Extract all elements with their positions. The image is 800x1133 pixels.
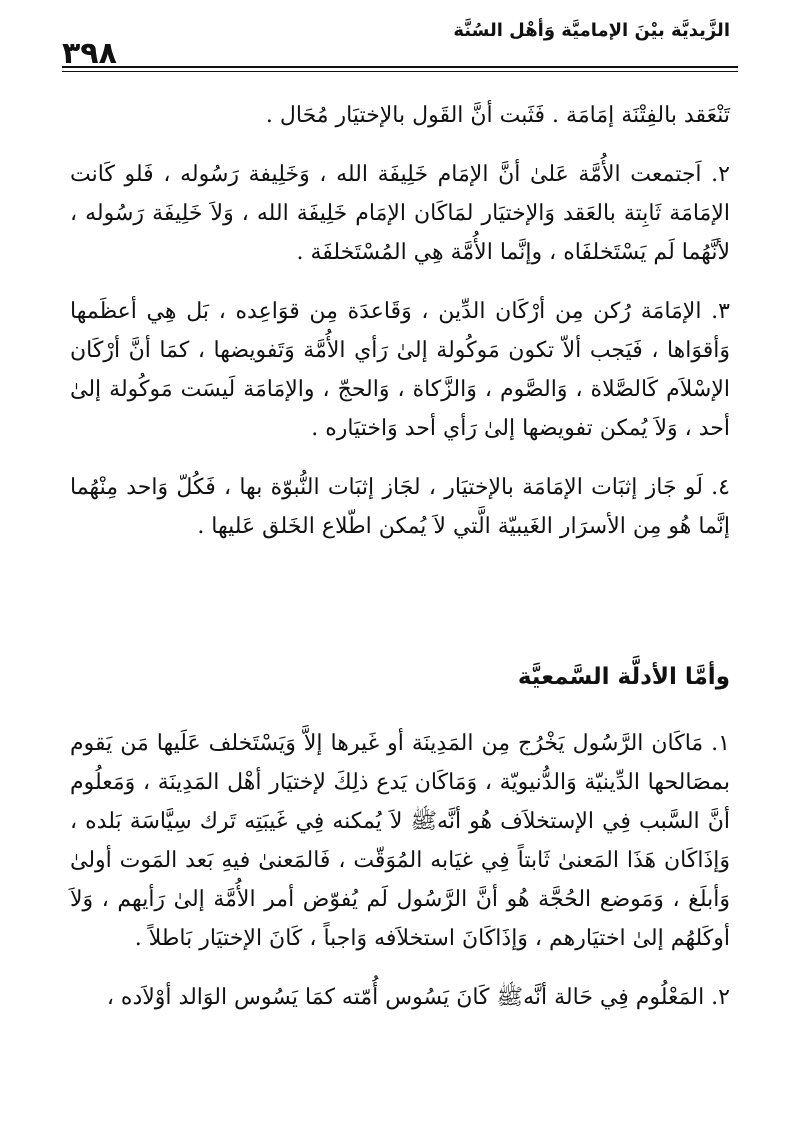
paragraph-point-1: ١. مَاكَان الرَّسُول يَخْرُج مِن المَدِينَة أو غَيرها إلاَّ وَيَسْتَخلف عَلَيها مَن يَقوم بمصَالحها الدِّينيّة وَالدُّنيويّة ، وَمَاكَان يَدع ذلِكَ لإختيَار أهْل المَدِينَة ، وَمَعلُوم أنَّ السَّبب فِي الإستخلاَف هُو أنَّهﷺ لاَ يُمكنه فِي غَيبَتِه تَرك سِيَّاسَة بَلده ، وَإذَاكَان هَذَا المَعنىٰ ثَابتاً فِي غيَابه المُوَقّت ، فَالمَعنىٰ فيهِ بَعد المَوت أولىٰ وَأبلَغ ، وَمَوضع الحُجَّة هُو أنَّ الرَّسُول لَم يُفوّض أمر الأُمَّة إلىٰ رَأيهم ، وَلاَ أوكَلهُم إلىٰ اختيَارهم ، وَإذَاكَانَ استخلاَفه وَاجباً ، كَانَ الإختيَار بَاطلاً .	[70, 731, 730, 951]
section-heading: وأمَّا الأدلَّة السَّمعيَّة	[517, 664, 730, 690]
page-number: ٣٩٨	[62, 36, 117, 71]
textual-evidence-block	[70, 724, 730, 1017]
paragraph-point-4: ٤. لَو جَاز إثبَات الإمَامَة بالإختيَار ، لجَاز إثبَات النُّبوّة بها ، فَكُلّ وَاحد مِنْهُما إنَّما هُو مِن الأسرَار الغَيبيّة الَّتي لاَ يُمكن اطّلاع الخَلق عَليها .	[70, 475, 730, 539]
paragraph-point-3: ٣. الإمَامَة رُكن مِن أرْكَان الدِّين ، وَقَاعدَة مِن قوَاعِده ، بَل هِي أعظَمها وَأقوَاها ، فَيَجب ألاّ تكون مَوكُولة إلىٰ رَأي الأُمَّة وَتَفويضها ، كمَا أنَّ أرْكَان الإسْلاَم كَالصَّلاة ، وَالصَّوم ، وَالزَّكاة ، وَالحجّ ، والإمَامَة لَيسَت مَوكُولة إلىٰ أحد ، وَلاَ يُمكن تفويضها إلىٰ رَأي أحد وَاختيَاره .	[70, 299, 730, 441]
running-header: الزَّيديَّة بيْنَ الإماميَّة وَأهْل السُنَّة	[453, 20, 730, 41]
paragraph: تَنْعَقد بالفِتْنَة إمَامَة . فَثَبت أنَّ القَول بالإختيَار مُحَال .	[265, 103, 730, 128]
header-rule-thin	[62, 71, 738, 72]
paragraph-point-2: ٢. اَجتمعت الأُمَّة عَلىٰ أنَّ الإمَام خَلِيفَة الله ، وَخَلِيفة رَسُوله ، فَلو كَانت الإمَامَة ثَابِتة بالعَقد وَالإختيَار لمَاكَان الإمَام خَلِيفَة الله ، وَلاَ خَلِيفَة رَسُوله ، لأنَّهُما لَم يَسْتَخلفَاه ، وإنَّما الأُمَّة هِي المُسْتَخلفَة .	[70, 162, 730, 265]
paragraph-point-2: ٢. المَعْلُوم فِي حَالة أنَّهﷺ كَانَ يَسُوس أُمّته كمَا يَسُوس الوَالد أوْلاَده ،	[106, 985, 730, 1010]
header-rule	[62, 66, 738, 68]
rational-arguments-block	[70, 96, 730, 546]
